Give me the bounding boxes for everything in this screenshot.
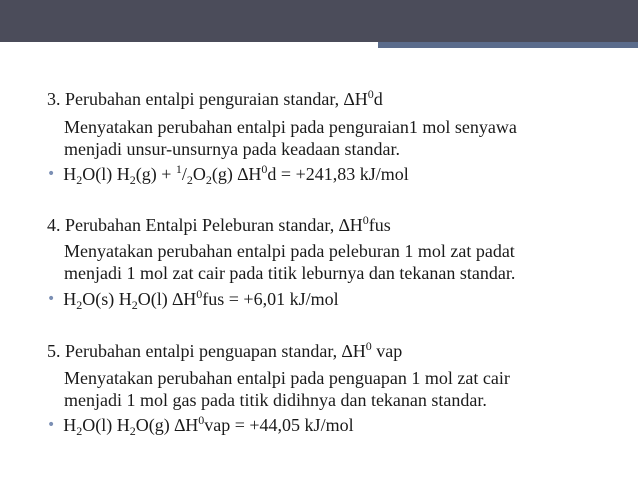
equation-section-4: • $H_2O(s)$ $H_2O(l) \Delta H^0fus = +6,01$ kJ/mol [47,287,339,312]
desc-section-4-line-1: Menyatakan perubahan entalpi pada peleburan 1 mol zat padat [64,241,515,261]
desc-section-4-line-2: menjadi 1 mol zat cair pada titik leburnya dan tekanan standar. [64,263,516,283]
equation-section-3: • $H_2O(l) H_2(g) + ^1/_2O_2(g) \Delta H^0d = +241,83$ kJ/mol [47,162,409,187]
heading-section-4: 4. Perubahan Entalpi Peleburan standar, $\Delta H^0fus$ [47,213,391,235]
heading-section-3: 3. Perubahan entalpi penguraian standar, $\Delta H^0d$ [47,87,383,109]
desc-section-5-line-2: menjadi 1 mol gas pada titik didihnya dan tekanan standar. [64,390,487,410]
bullet-icon: • [47,166,56,182]
bullet-icon: • [47,291,56,307]
bullet-icon: • [47,417,56,433]
desc-section-3-line-2: menjadi unsur-unsurnya pada keadaan standar. [64,139,401,159]
equation-section-5: • $H_2O(l)$ $H_2O(g) \Delta H^0vap = +44,05$ kJ/mol [47,413,354,438]
heading-section-5: 5. Perubahan entalpi penguapan standar, $\Delta H^0$ vap [47,339,403,361]
desc-section-3-line-1: Menyatakan perubahan entalpi pada penguraian1 mol senyawa [64,117,517,137]
desc-section-5-line-1: Menyatakan perubahan entalpi pada penguapan 1 mol zat cair [64,368,510,388]
